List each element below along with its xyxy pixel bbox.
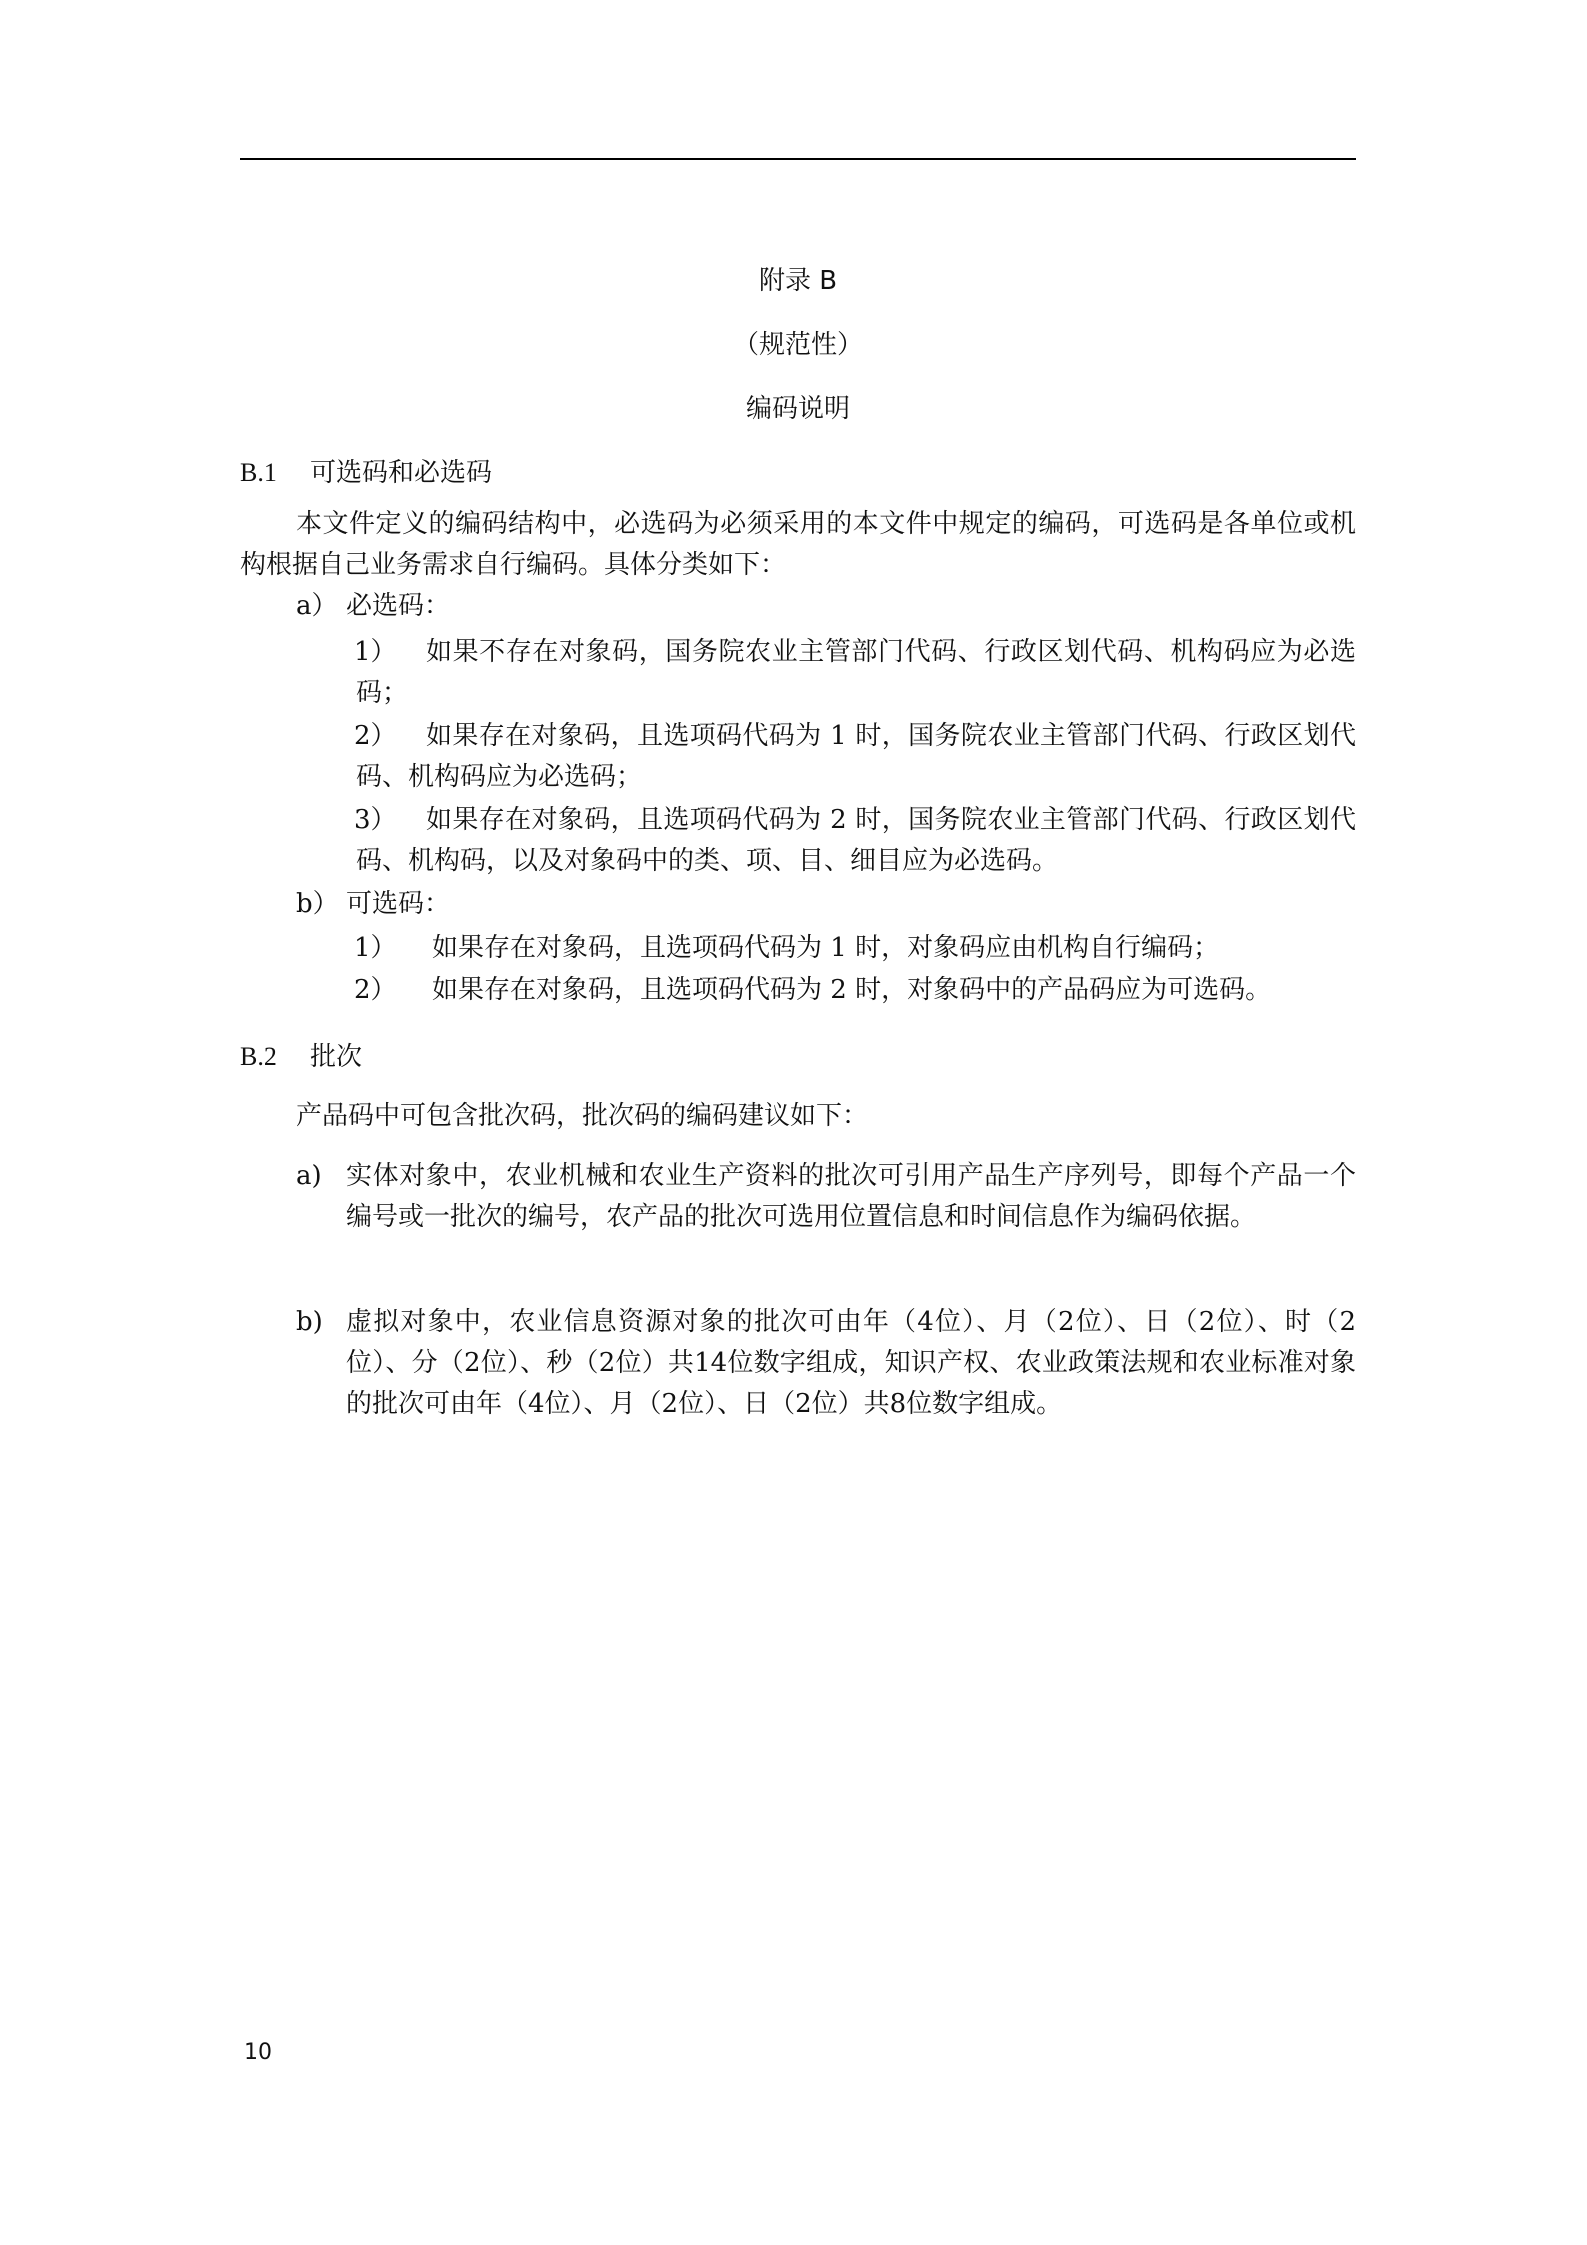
list-item: 如果存在对象码，且选项码代码为 2 时，对象码中的产品码应为可选码。: [432, 975, 1272, 1005]
paragraph: 产品码中可包含批次码，批次码的编码建议如下：: [296, 1101, 869, 1131]
header-rule: [240, 158, 1356, 160]
list-item: 如果存在对象码，且选项码代码为 1 时，对象码应由机构自行编码；: [432, 933, 1220, 963]
clause-number: B.1: [240, 458, 277, 487]
list-label: a）: [296, 591, 338, 621]
list-item: 如果存在对象码，且选项码代码为 2 时，国务院农业主管部门代码、行政区划代码、机构码，以及对象码中的类、项、目、细目应为必选码。: [356, 805, 1356, 876]
clause-number: B.2: [240, 1042, 277, 1071]
paragraph: 本文件定义的编码结构中，必选码为必须采用的本文件中规定的编码，可选码是各单位或机构根据自己业务需求自行编码。具体分类如下：: [240, 509, 1356, 580]
list-item: 实体对象中，农业机械和农业生产资料的批次可引用产品生产序列号，即每个产品一个编号或一批次的编号，农产品的批次可选用位置信息和时间信息作为编码依据。: [346, 1161, 1356, 1232]
clause-b1-heading: [240, 452, 492, 489]
list-label: 3）: [354, 805, 397, 835]
clause-title: 可选码和必选码: [310, 458, 493, 488]
list-label: b): [296, 1307, 323, 1337]
list-label: 2）: [354, 975, 397, 1005]
clause-b2-heading: [240, 1036, 362, 1073]
appendix-type: （规范性）: [732, 330, 863, 360]
list-label: 1）: [354, 933, 397, 963]
list-item: 如果存在对象码，且选项码代码为 1 时，国务院农业主管部门代码、行政区划代码、机构码应为必选码；: [356, 721, 1356, 792]
appendix-title: 附录 B: [758, 266, 838, 296]
list-label: 1）: [354, 637, 397, 667]
list-item-title: 必选码：: [346, 591, 451, 621]
list-item: 如果不存在对象码，国务院农业主管部门代码、行政区划代码、机构码应为必选码；: [356, 637, 1356, 708]
page-number: 10: [244, 2040, 272, 2065]
list-label: a): [296, 1161, 322, 1191]
clause-title: 批次: [310, 1042, 363, 1072]
list-label: 2）: [354, 721, 397, 751]
list-item-title: 可选码：: [346, 889, 451, 919]
list-label: b）: [296, 889, 339, 919]
list-item: 虚拟对象中，农业信息资源对象的批次可由年（4位）、月（2位）、日（2位）、时（2位）、分（2位）、秒（2位）共14位数字组成，知识产权、农业政策法规和农业标准对象的批次可由年（4位）、月（2位）、日（2位）共8位数字组成。: [346, 1307, 1356, 1419]
appendix-subject: 编码说明: [745, 394, 850, 424]
